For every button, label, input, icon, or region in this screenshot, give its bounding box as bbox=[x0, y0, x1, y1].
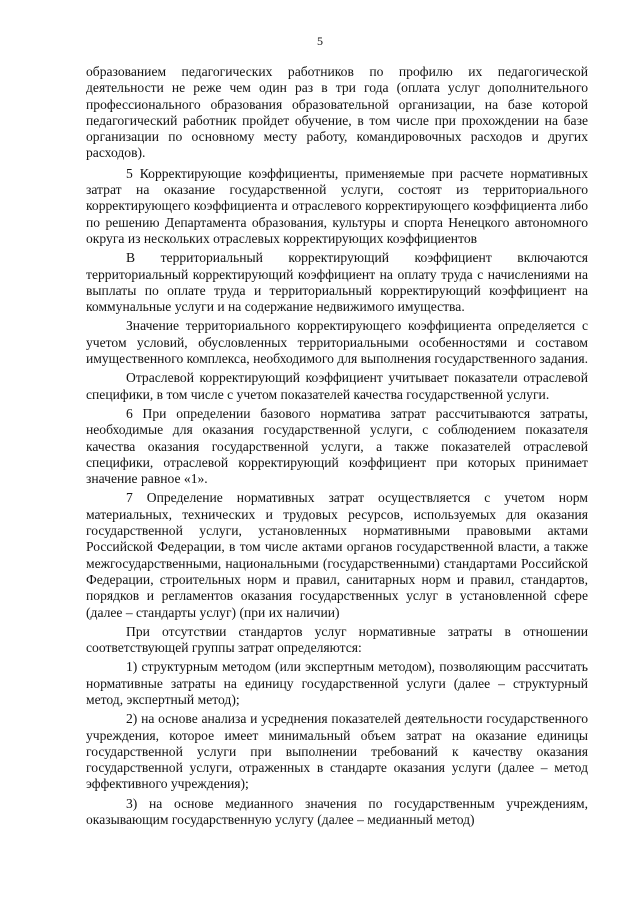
paragraph-5: 5 Корректирующие коэффициенты, применяемые при расчете нормативных затрат на оказание государственной услуги, состоят из территориального корректирующего коэффициента и отраслевого корректирующего коэффициента либо по решению Департамента образования, культуры и спорта Ненецкого автономного округа из нескольких отраслевых корректирующих коэффициентов bbox=[86, 165, 588, 246]
paragraph-6: 6 При определении базового норматива затрат рассчитываются затраты, необходимые для оказания государственной услуги, с соблюдением показателя качества оказания государственной услуги, а также показателей отраслевой специфики, отраслевой корректирующий коэффициент при которых принимает значение равное «1». bbox=[86, 405, 588, 487]
list-item-1: 1) структурным методом (или экспертным методом), позволяющим рассчитать нормативные затраты на единицу государственной услуги (далее – структурный метод, экспертный метод); bbox=[86, 659, 588, 707]
list-item-2: 2) на основе анализа и усреднения показателей деятельности государственного учреждения, которое имеет минимальный объем затрат на оказание единицы государственной услуги при выполнении требований к качеству оказания государственной услуги, отраженных в стандарте оказания услуги (далее – метод эффективного учреждения); bbox=[86, 711, 588, 792]
paragraph-territorial-value: Значение территориального корректирующего коэффициента определяется с учетом условий, обусловленных территориальными особенностями и составом имущественного комплекса, необходимого для выполнения государственного задания. bbox=[86, 318, 588, 367]
document-body bbox=[86, 64, 588, 831]
paragraph-continuation: образованием педагогических работников по профилю их педагогической деятельности не реже чем один раз в три года (оплата услуг дополнительного профессионального образования образовательной организации, на базе которой педагогический работник пройдет обучение, в том числе при прохождении на базе организации по основному месту работу, командировочных расходов и других расходов). bbox=[86, 64, 588, 161]
paragraph-7: 7 Определение нормативных затрат осуществляется с учетом норм материальных, технических и трудовых ресурсов, используемых для оказания государственной услуги, установленных нормативными правовыми актами Российской Федерации, в том числе актами органов государственной власти, а также межгосударственными, национальными (государственными) стандартами Российской Федерации, строительных норм и правил, санитарных норм и правил, стандартов, порядков и регламентов оказания государственных услуг в установленной сфере (далее – стандарты услуг) (при их наличии) bbox=[86, 490, 588, 620]
list-item-3: 3) на основе медианного значения по государственным учреждениям, оказывающим государственную услугу (далее – медианный метод) bbox=[86, 795, 588, 828]
paragraph-sectoral: Отраслевой корректирующий коэффициент учитывает показатели отраслевой специфики, в том числе с учетом показателей качества государственной услуги. bbox=[86, 370, 588, 402]
paragraph-no-standards: При отсутствии стандартов услуг нормативные затраты в отношении соответствующей группы затрат определяются: bbox=[86, 623, 588, 656]
page-number: 5 bbox=[317, 34, 323, 48]
paragraph-territorial: В территориальный корректирующий коэффициент включаются территориальный корректирующий коэффициент на оплату труда с начислениями на выплаты по оплате труда и территориальный корректирующий коэффициент на коммунальные услуги и на содержание недвижимого имущества. bbox=[86, 250, 588, 315]
